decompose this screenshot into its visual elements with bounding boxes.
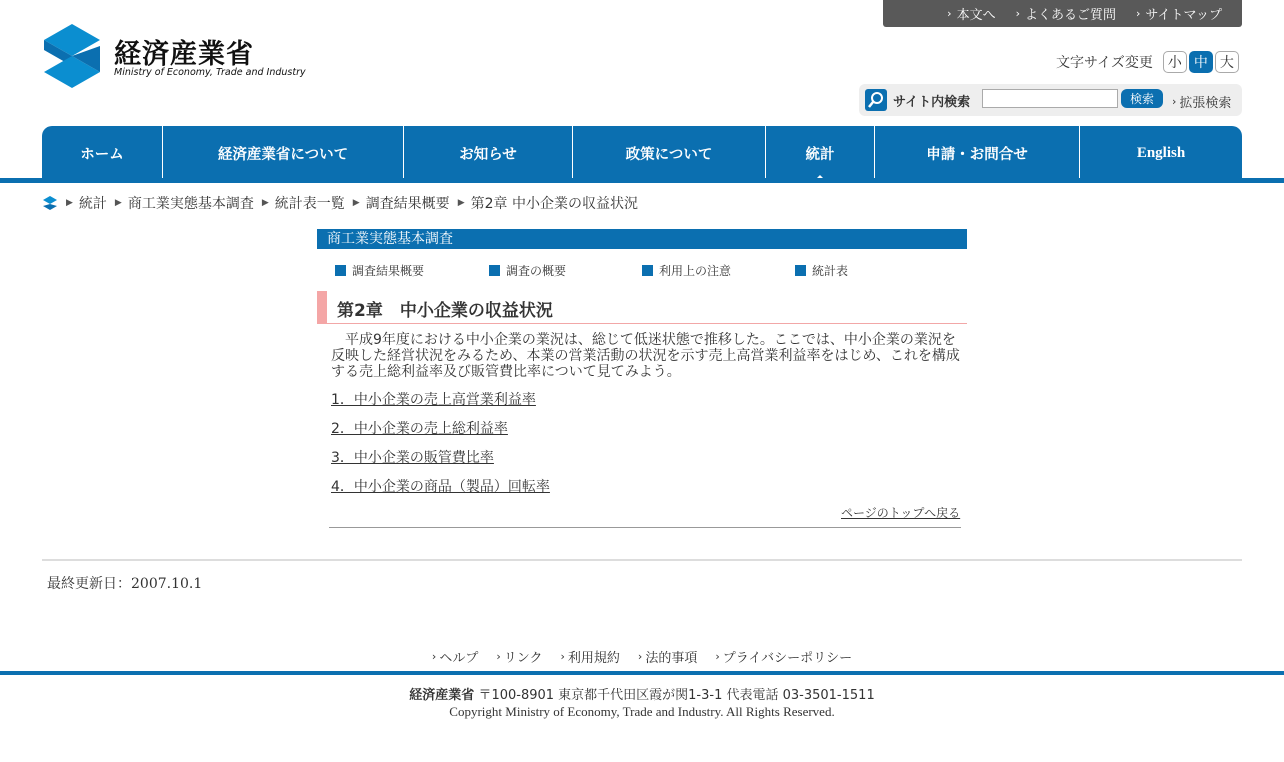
nav-statistics-label: 統計 bbox=[805, 146, 835, 163]
nav-english[interactable]: English bbox=[1079, 126, 1242, 180]
footer-address bbox=[0, 684, 1284, 703]
breadcrumb-separator-icon: ▶ bbox=[352, 198, 360, 208]
footer-links bbox=[0, 647, 1284, 666]
link-sga-ratio[interactable]: 3．中小企業の販管費比率 bbox=[331, 450, 494, 466]
link-gross-profit-ratio[interactable]: 2．中小企業の売上総利益率 bbox=[331, 421, 508, 437]
copyright: Copyright Ministry of Economy, Trade and Industry. All Rights Reserved. bbox=[449, 704, 835, 719]
sitemap-link[interactable] bbox=[1136, 4, 1222, 23]
breadcrumb-separator-icon: ▶ bbox=[66, 198, 73, 208]
subnav-label: 利用上の注意 bbox=[659, 264, 732, 278]
breadcrumb-separator-icon: ▶ bbox=[261, 198, 269, 208]
footer-address-text: 〒100-8901 東京都千代田区霞が関1-3-1 代表電話 03-3501-1511 bbox=[478, 688, 875, 703]
chevron-right-icon: › bbox=[1136, 7, 1141, 20]
nav-news[interactable]: お知らせ bbox=[403, 126, 572, 180]
footer-link-label: 法的事項 bbox=[645, 651, 698, 666]
utility-link-label: 本文へ bbox=[956, 8, 996, 23]
subnav-survey-overview[interactable] bbox=[489, 262, 566, 279]
nav-statistics[interactable] bbox=[765, 126, 874, 180]
subnav-label: 調査結果概要 bbox=[352, 264, 425, 278]
breadcrumb bbox=[42, 193, 638, 213]
logo-japanese-name: 経済産業省 bbox=[114, 39, 254, 70]
breadcrumb-separator-icon: ▶ bbox=[457, 198, 465, 208]
square-bullet-icon bbox=[489, 265, 500, 276]
link-inventory-turnover[interactable]: 4．中小企業の商品（製品）回転率 bbox=[331, 479, 550, 495]
chevron-right-icon: › bbox=[1172, 95, 1177, 108]
breadcrumb-current: 第2章 中小企業の収益状況 bbox=[470, 196, 638, 212]
advanced-search-label: 拡張検索 bbox=[1179, 96, 1232, 111]
global-nav bbox=[42, 126, 1242, 180]
footer-link-label: ヘルプ bbox=[439, 651, 479, 666]
back-to-top-link[interactable]: ページのトップへ戻る bbox=[841, 506, 961, 520]
square-bullet-icon bbox=[335, 265, 346, 276]
font-size-switcher bbox=[1056, 51, 1239, 73]
subnav-tables[interactable] bbox=[795, 262, 848, 279]
footer-link-label: プライバシーポリシー bbox=[722, 651, 853, 666]
intro-paragraph: 平成9年度における中小企業の業況は、総じて低迷状態で推移した。ここでは、中小企業の業況を反映した経営状況をみるため、本業の営業活動の状況を示す売上高営業利益率をはじめ、これを構成する売上総利益率及び販管費比率について見てみよう。 bbox=[331, 332, 960, 380]
search-label: サイト内検索 bbox=[893, 95, 971, 110]
breadcrumb-survey[interactable]: 商工業実態基本調査 bbox=[127, 196, 254, 212]
footer-org-name: 経済産業省 bbox=[409, 688, 475, 703]
skip-to-content-link[interactable] bbox=[947, 4, 995, 23]
faq-link[interactable] bbox=[1016, 4, 1116, 23]
home-logo-icon[interactable] bbox=[42, 195, 58, 211]
footer-line bbox=[0, 671, 1284, 675]
search-button[interactable]: 検索 bbox=[1121, 89, 1163, 108]
footer-link-label: 利用規約 bbox=[567, 651, 620, 666]
square-bullet-icon bbox=[795, 265, 806, 276]
nav-home[interactable]: ホーム bbox=[80, 146, 124, 163]
section-title: 商工業実態基本調査 bbox=[317, 229, 967, 249]
chevron-right-icon: › bbox=[431, 650, 437, 663]
footer-help-link[interactable] bbox=[432, 647, 478, 666]
search-input[interactable] bbox=[982, 89, 1118, 108]
breadcrumb-statistics[interactable]: 統計 bbox=[78, 196, 107, 212]
heading-accent-bar bbox=[317, 291, 327, 324]
subnav-results-summary[interactable] bbox=[335, 262, 424, 279]
footer-link-label: リンク bbox=[503, 651, 543, 666]
nav-policy[interactable]: 政策について bbox=[572, 126, 765, 180]
footer-links-link[interactable] bbox=[496, 647, 542, 666]
square-bullet-icon bbox=[642, 265, 653, 276]
meti-logo[interactable] bbox=[42, 22, 306, 90]
chevron-right-icon: › bbox=[715, 650, 720, 663]
chevron-right-icon: › bbox=[947, 7, 952, 20]
chapter-heading bbox=[317, 291, 967, 324]
font-size-small-button[interactable]: 小 bbox=[1163, 51, 1187, 73]
footer-legal-link[interactable] bbox=[638, 647, 697, 666]
chapter-heading-text: 第2章 中小企業の収益状況 bbox=[337, 301, 553, 321]
font-size-medium-button[interactable]: 中 bbox=[1189, 51, 1213, 73]
advanced-search-link[interactable] bbox=[1172, 92, 1231, 111]
nav-about[interactable]: 経済産業省について bbox=[162, 126, 403, 180]
breadcrumb-table-list[interactable]: 統計表一覧 bbox=[274, 196, 345, 212]
footer-terms-link[interactable] bbox=[560, 647, 619, 666]
utility-link-label: よくあるご質問 bbox=[1025, 8, 1117, 23]
content-divider bbox=[329, 527, 961, 528]
utility-bar bbox=[883, 0, 1242, 27]
breadcrumb-separator-icon: ▶ bbox=[114, 198, 122, 208]
utility-link-label: サイトマップ bbox=[1145, 8, 1222, 23]
chevron-right-icon: › bbox=[496, 650, 501, 663]
site-search bbox=[859, 84, 1242, 116]
page-divider bbox=[42, 559, 1242, 561]
link-operating-profit-ratio[interactable]: 1．中小企業の売上高営業利益率 bbox=[331, 392, 536, 408]
footer-privacy-link[interactable] bbox=[715, 647, 852, 666]
chevron-right-icon: › bbox=[637, 650, 643, 663]
search-icon bbox=[865, 89, 887, 111]
font-size-label: 文字サイズ変更 bbox=[1056, 55, 1153, 71]
subnav-label: 調査の概要 bbox=[506, 264, 567, 278]
font-size-large-button[interactable]: 大 bbox=[1215, 51, 1239, 73]
chevron-right-icon: › bbox=[1015, 7, 1020, 20]
sub-nav bbox=[335, 262, 955, 278]
subnav-usage-notes[interactable] bbox=[642, 262, 731, 279]
nav-applications[interactable]: 申請・お問合せ bbox=[874, 126, 1079, 180]
nav-underline bbox=[0, 178, 1284, 183]
meti-logo-mark-icon bbox=[42, 22, 102, 90]
breadcrumb-results-summary[interactable]: 調査結果概要 bbox=[365, 196, 450, 212]
chevron-right-icon: › bbox=[560, 650, 565, 663]
subnav-label: 統計表 bbox=[812, 264, 849, 278]
logo-english-name: Ministry of Economy, Trade and Industry bbox=[114, 67, 306, 78]
last-updated: 最終更新日：2007.10.1 bbox=[47, 576, 203, 592]
